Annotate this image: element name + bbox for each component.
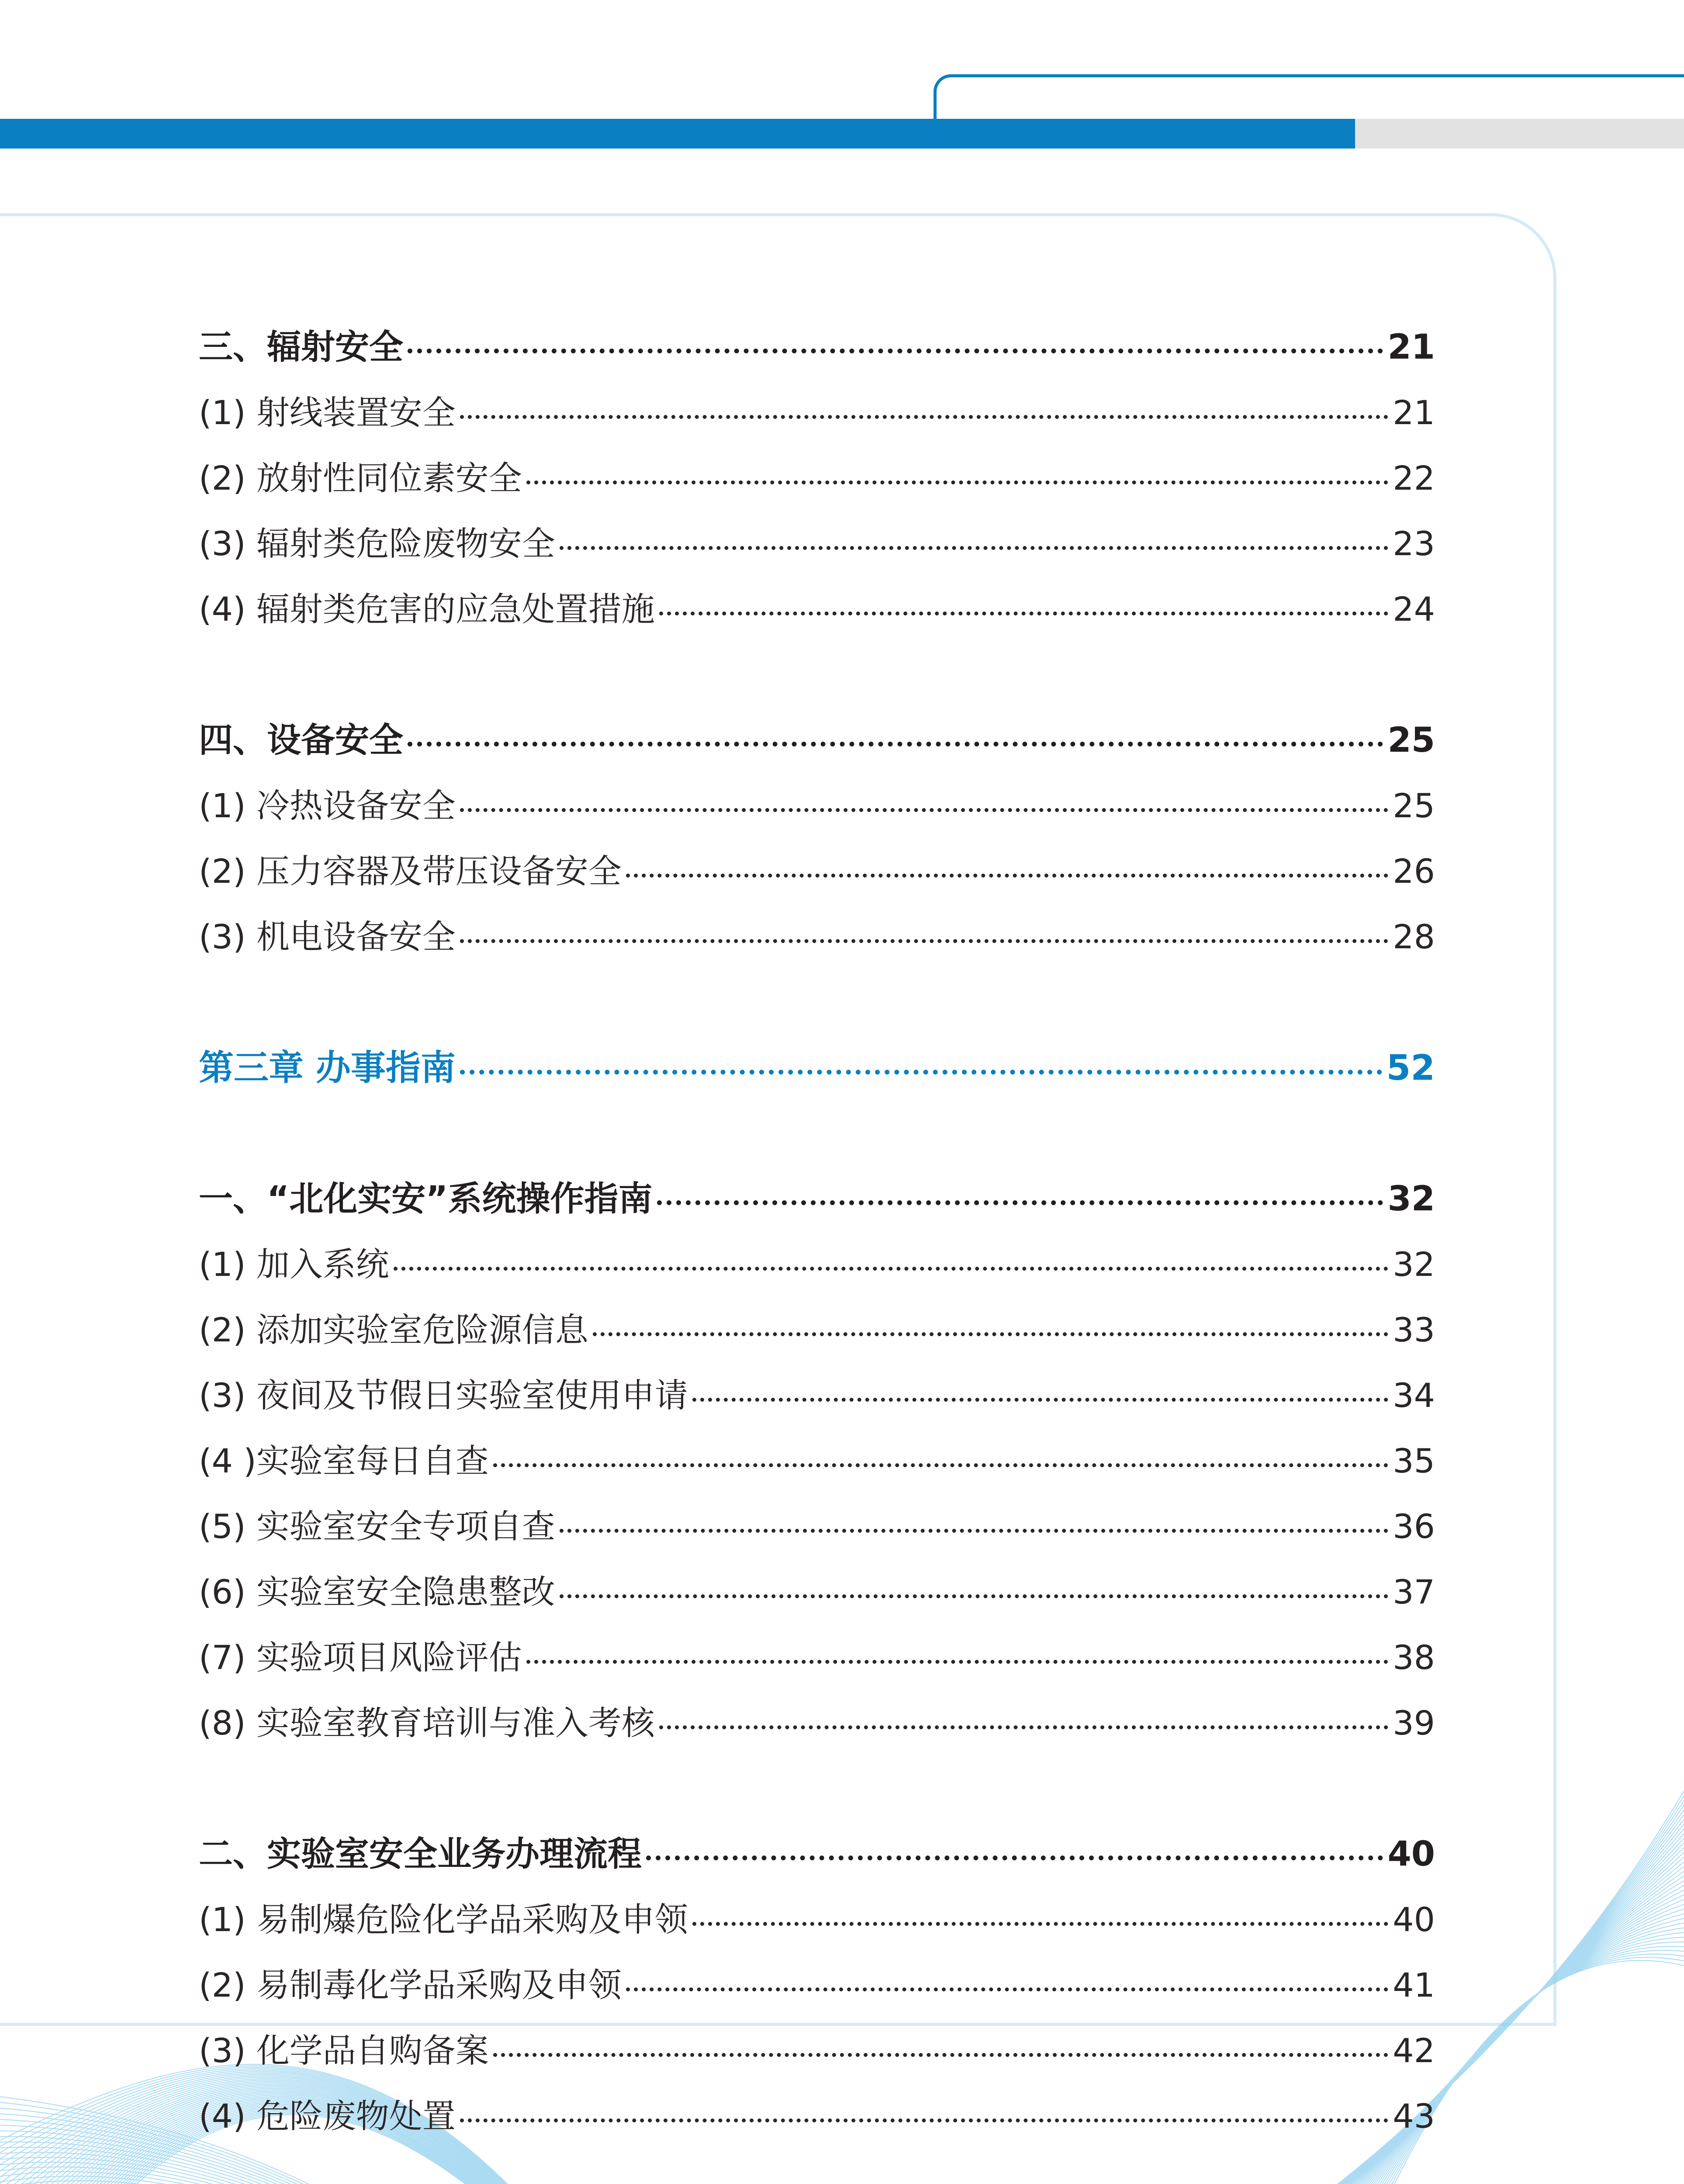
- toc-item[interactable]: [199, 511, 1435, 577]
- toc-leader-dots: [408, 742, 1383, 746]
- toc-item[interactable]: [199, 1363, 1435, 1428]
- toc-item[interactable]: [199, 446, 1435, 511]
- toc-page-number: 23: [1393, 524, 1435, 563]
- header-bar-blue: [0, 119, 1355, 149]
- toc-leader-dots: [646, 1856, 1383, 1860]
- toc-page-number: 26: [1393, 852, 1435, 891]
- toc-item[interactable]: [199, 1428, 1435, 1494]
- toc-leader-dots: [526, 480, 1388, 484]
- toc-page-number: 34: [1393, 1376, 1435, 1415]
- toc-leader-dots: [493, 2053, 1388, 2057]
- toc-leader-dots: [593, 1332, 1388, 1336]
- toc-item-label: (8) 实验室教育培训与准入考核: [199, 1704, 655, 1742]
- toc-page-number: 35: [1393, 1441, 1435, 1480]
- toc-section-title: 四、设备安全: [199, 721, 404, 760]
- toc-item-label: (1) 易制爆危险化学品采购及申领: [199, 1900, 688, 1939]
- toc-leader-dots: [626, 1987, 1388, 1991]
- toc-item-label: (5) 实验室安全专项自查: [199, 1507, 555, 1546]
- toc-leader-dots: [460, 1070, 1382, 1075]
- toc-item[interactable]: [199, 1297, 1435, 1363]
- toc-item-label: (6) 实验室安全隐患整改: [199, 1572, 555, 1611]
- toc-item-label: (7) 实验项目风险评估: [199, 1638, 522, 1677]
- toc-spacer: [199, 1101, 1435, 1166]
- toc-item-label: (4 )实验室每日自查: [199, 1441, 489, 1480]
- toc-item-label: (2) 添加实验室危险源信息: [199, 1310, 588, 1349]
- toc-item-label: (1) 冷热设备安全: [199, 786, 456, 825]
- toc-leader-dots: [460, 939, 1388, 943]
- toc-page-number: 25: [1393, 786, 1435, 825]
- toc-page-number: 43: [1393, 2097, 1435, 2136]
- toc-item-label: (3) 化学品自购备案: [199, 2031, 489, 2070]
- toc-leader-dots: [657, 1200, 1383, 1205]
- toc-page-number: 36: [1393, 1507, 1435, 1546]
- toc-leader-dots: [560, 1529, 1388, 1533]
- toc-section-title: 一、“北化实安”系统操作指南: [199, 1179, 653, 1219]
- toc-item[interactable]: [199, 1625, 1435, 1690]
- toc-page-number: 28: [1393, 917, 1435, 956]
- toc-page-number: 21: [1393, 393, 1435, 432]
- toc-leader-dots: [560, 546, 1388, 550]
- toc-leader-dots: [659, 1725, 1388, 1729]
- toc-item[interactable]: [199, 1232, 1435, 1297]
- header-bar-gray: [1355, 119, 1684, 149]
- toc-leader-dots: [659, 612, 1388, 615]
- toc-leader-dots: [626, 874, 1388, 878]
- toc-leader-dots: [460, 2118, 1388, 2122]
- toc-section-radiation[interactable]: [199, 314, 1435, 380]
- toc-spacer: [199, 970, 1435, 1035]
- toc-section-system-guide[interactable]: [199, 1166, 1435, 1232]
- toc-page-number: 38: [1393, 1638, 1435, 1677]
- toc-item-label: (3) 辐射类危险废物安全: [199, 524, 555, 563]
- toc-item-label: (1) 射线装置安全: [199, 393, 456, 432]
- toc-item[interactable]: [199, 773, 1435, 839]
- toc-item[interactable]: [199, 1690, 1435, 1756]
- toc-page-number: 22: [1393, 459, 1435, 498]
- toc-section-title: 三、辐射安全: [199, 328, 404, 367]
- toc-leader-dots: [460, 808, 1388, 812]
- toc-page-number: 52: [1386, 1047, 1435, 1088]
- toc-item-label: (3) 夜间及节假日实验室使用申请: [199, 1376, 688, 1415]
- toc-item[interactable]: [199, 2018, 1435, 2084]
- toc-leader-dots: [460, 415, 1388, 419]
- toc-item-label: (3) 机电设备安全: [199, 917, 456, 956]
- toc-item[interactable]: [199, 1887, 1435, 1952]
- toc-item-label: (2) 放射性同位素安全: [199, 459, 522, 498]
- toc-section-equipment[interactable]: [199, 708, 1435, 773]
- toc-page-number: 25: [1387, 721, 1435, 760]
- toc-item[interactable]: [199, 904, 1435, 970]
- toc-spacer: [199, 1756, 1435, 1821]
- toc-page-number: 42: [1393, 2031, 1435, 2070]
- toc-item[interactable]: [199, 1494, 1435, 1559]
- toc-item[interactable]: [199, 380, 1435, 446]
- toc-section-business-process[interactable]: [199, 1821, 1435, 1887]
- toc-page-number: 24: [1393, 590, 1435, 629]
- toc-chapter-title: 第三章 办事指南: [199, 1047, 456, 1088]
- toc-item[interactable]: [199, 577, 1435, 642]
- toc-item-label: (1) 加入系统: [199, 1245, 389, 1284]
- toc-leader-dots: [692, 1922, 1388, 1926]
- toc-item-label: (2) 压力容器及带压设备安全: [199, 852, 622, 891]
- toc-item-label: (2) 易制毒化学品采购及申领: [199, 1966, 622, 2004]
- toc-leader-dots: [692, 1398, 1388, 1402]
- toc-item[interactable]: [199, 1952, 1435, 2018]
- toc-leader-dots: [493, 1463, 1388, 1467]
- toc-item-label: (4) 辐射类危害的应急处置措施: [199, 590, 655, 629]
- toc-page-number: 40: [1387, 1835, 1435, 1874]
- toc-leader-dots: [408, 349, 1383, 353]
- toc-page-number: 32: [1387, 1179, 1435, 1219]
- toc-page-number: 41: [1393, 1966, 1435, 2004]
- table-of-contents: [199, 314, 1435, 2149]
- toc-chapter-guide[interactable]: [199, 1035, 1435, 1101]
- toc-leader-dots: [394, 1267, 1388, 1271]
- toc-item[interactable]: [199, 1559, 1435, 1625]
- toc-item-label: (4) 危险废物处置: [199, 2097, 456, 2136]
- toc-item[interactable]: [199, 2084, 1435, 2149]
- toc-leader-dots: [560, 1594, 1388, 1598]
- toc-page-number: 39: [1393, 1704, 1435, 1742]
- toc-page-number: 37: [1393, 1572, 1435, 1611]
- toc-page-number: 32: [1393, 1245, 1435, 1284]
- toc-spacer: [199, 642, 1435, 708]
- toc-item[interactable]: [199, 839, 1435, 904]
- toc-page-number: 33: [1393, 1310, 1435, 1349]
- toc-page-number: 40: [1393, 1900, 1435, 1939]
- toc-section-title: 二、实验室安全业务办理流程: [199, 1835, 642, 1874]
- toc-leader-dots: [526, 1660, 1388, 1664]
- toc-page-number: 21: [1387, 328, 1435, 367]
